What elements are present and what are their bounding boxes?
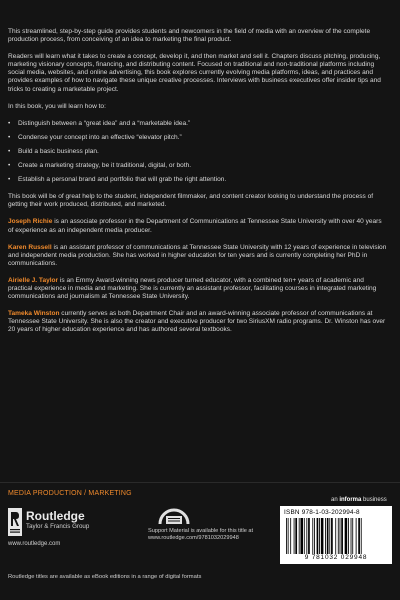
author-bio-text: is an Emmy Award-winning news producer turned educator, with a combined ten+ years of academic and practical experience in media and marketing. She is currently an assistant professor, facilitating courses in integrated marketing communications and journalism at Tennessee State University. bbox=[8, 276, 377, 301]
publisher-url: www.routledge.com bbox=[8, 541, 61, 547]
publisher-subtitle: Taylor & Francis Group bbox=[26, 523, 90, 530]
author-name: Tameka Winston bbox=[8, 310, 60, 318]
description-intro: This streamlined, step-by-step guide provides students and newcomers in the field of media with an overview of the complete production process, from conceiving of an idea to marketing the final product. bbox=[8, 28, 371, 44]
author-bio-text: currently serves as both Department Chair and an award-winning associate professor of communications at Tennessee State University. She is also the creator and executive producer for two SiriusXM radio programs. Dr. Winston has over 20 years of higher education experience and has authored several textbooks. bbox=[8, 310, 386, 334]
routledge-logo bbox=[8, 508, 108, 540]
author-name: Karen Russell bbox=[8, 243, 52, 251]
support-url: www.routledge.com/9781032029948 bbox=[148, 535, 239, 541]
cover-text bbox=[8, 28, 388, 343]
learn-item: • Create a marketing strategy, be it traditional, digital, or both. bbox=[8, 162, 388, 170]
author-bio bbox=[8, 310, 388, 334]
description-details: Readers will learn what it takes to create a concept, develop it, and then market and sell it. Chapters discuss pitching, producing, marketing visionary concepts, financing, and distributing content. Focused on traditional and non-traditional platforms including social media, websites, and online advertising, this book explores currently evolving media platforms, ideas, and practices and provides examples of how to navigate these unique creative processes. Interviews with business executives offer insider tips and tricks to creating a marketable project. bbox=[8, 53, 381, 93]
informa-suffix: business bbox=[361, 497, 387, 503]
footer-divider bbox=[0, 482, 400, 483]
author-name: Joseph Richie bbox=[8, 218, 53, 226]
barcode-icon bbox=[284, 518, 388, 554]
author-bio bbox=[8, 277, 388, 301]
author-bio bbox=[8, 244, 388, 268]
informa-tag bbox=[331, 497, 387, 503]
publisher-name: Routledge bbox=[26, 509, 85, 523]
author-bio-text: is an assistant professor of communications at Tennessee State University with 12 years of experience in television and independent media production. She has worked in higher education for ten years and is currently completing her PhD in communications. bbox=[8, 243, 387, 267]
support-material-badge-icon bbox=[158, 504, 190, 526]
learn-heading: In this book, you will learn how to: bbox=[8, 102, 106, 110]
isbn-label: ISBN 978-1-03-202994-8 bbox=[284, 509, 360, 516]
informa-brand: informa bbox=[339, 497, 362, 503]
barcode-number: 9 781032 029948 bbox=[304, 554, 368, 561]
informa-prefix: an bbox=[331, 497, 340, 503]
barcode-panel bbox=[280, 506, 392, 564]
support-line: Support Material is available for this title at bbox=[148, 528, 254, 534]
support-material-text bbox=[148, 528, 253, 542]
learn-item: • Distinguish between a “great idea” and a “marketable idea.” bbox=[8, 120, 388, 128]
routledge-mark-icon bbox=[8, 508, 22, 536]
learn-list bbox=[8, 120, 388, 184]
learn-item: • Condense your concept into an effective “elevator pitch.” bbox=[8, 134, 388, 142]
author-bio bbox=[8, 218, 388, 234]
subject-category: MEDIA PRODUCTION / MARKETING bbox=[8, 490, 132, 497]
author-bio-text: is an associate professor in the Department of Communications at Tennessee State University with over 40 years of experience as an independent media producer. bbox=[8, 218, 382, 234]
learn-item: • Build a basic business plan. bbox=[8, 148, 388, 156]
author-name: Airielle J. Taylor bbox=[8, 276, 59, 284]
ebook-availability: Routledge titles are available as eBook editions in a range of digital formats bbox=[8, 574, 202, 580]
audience-paragraph: This book will be of great help to the student, independent filmmaker, and content creator looking to understand the process of getting their work produced, distributed, and marketed. bbox=[8, 193, 374, 209]
learn-item: • Establish a personal brand and portfolio that will grab the right attention. bbox=[8, 176, 388, 184]
